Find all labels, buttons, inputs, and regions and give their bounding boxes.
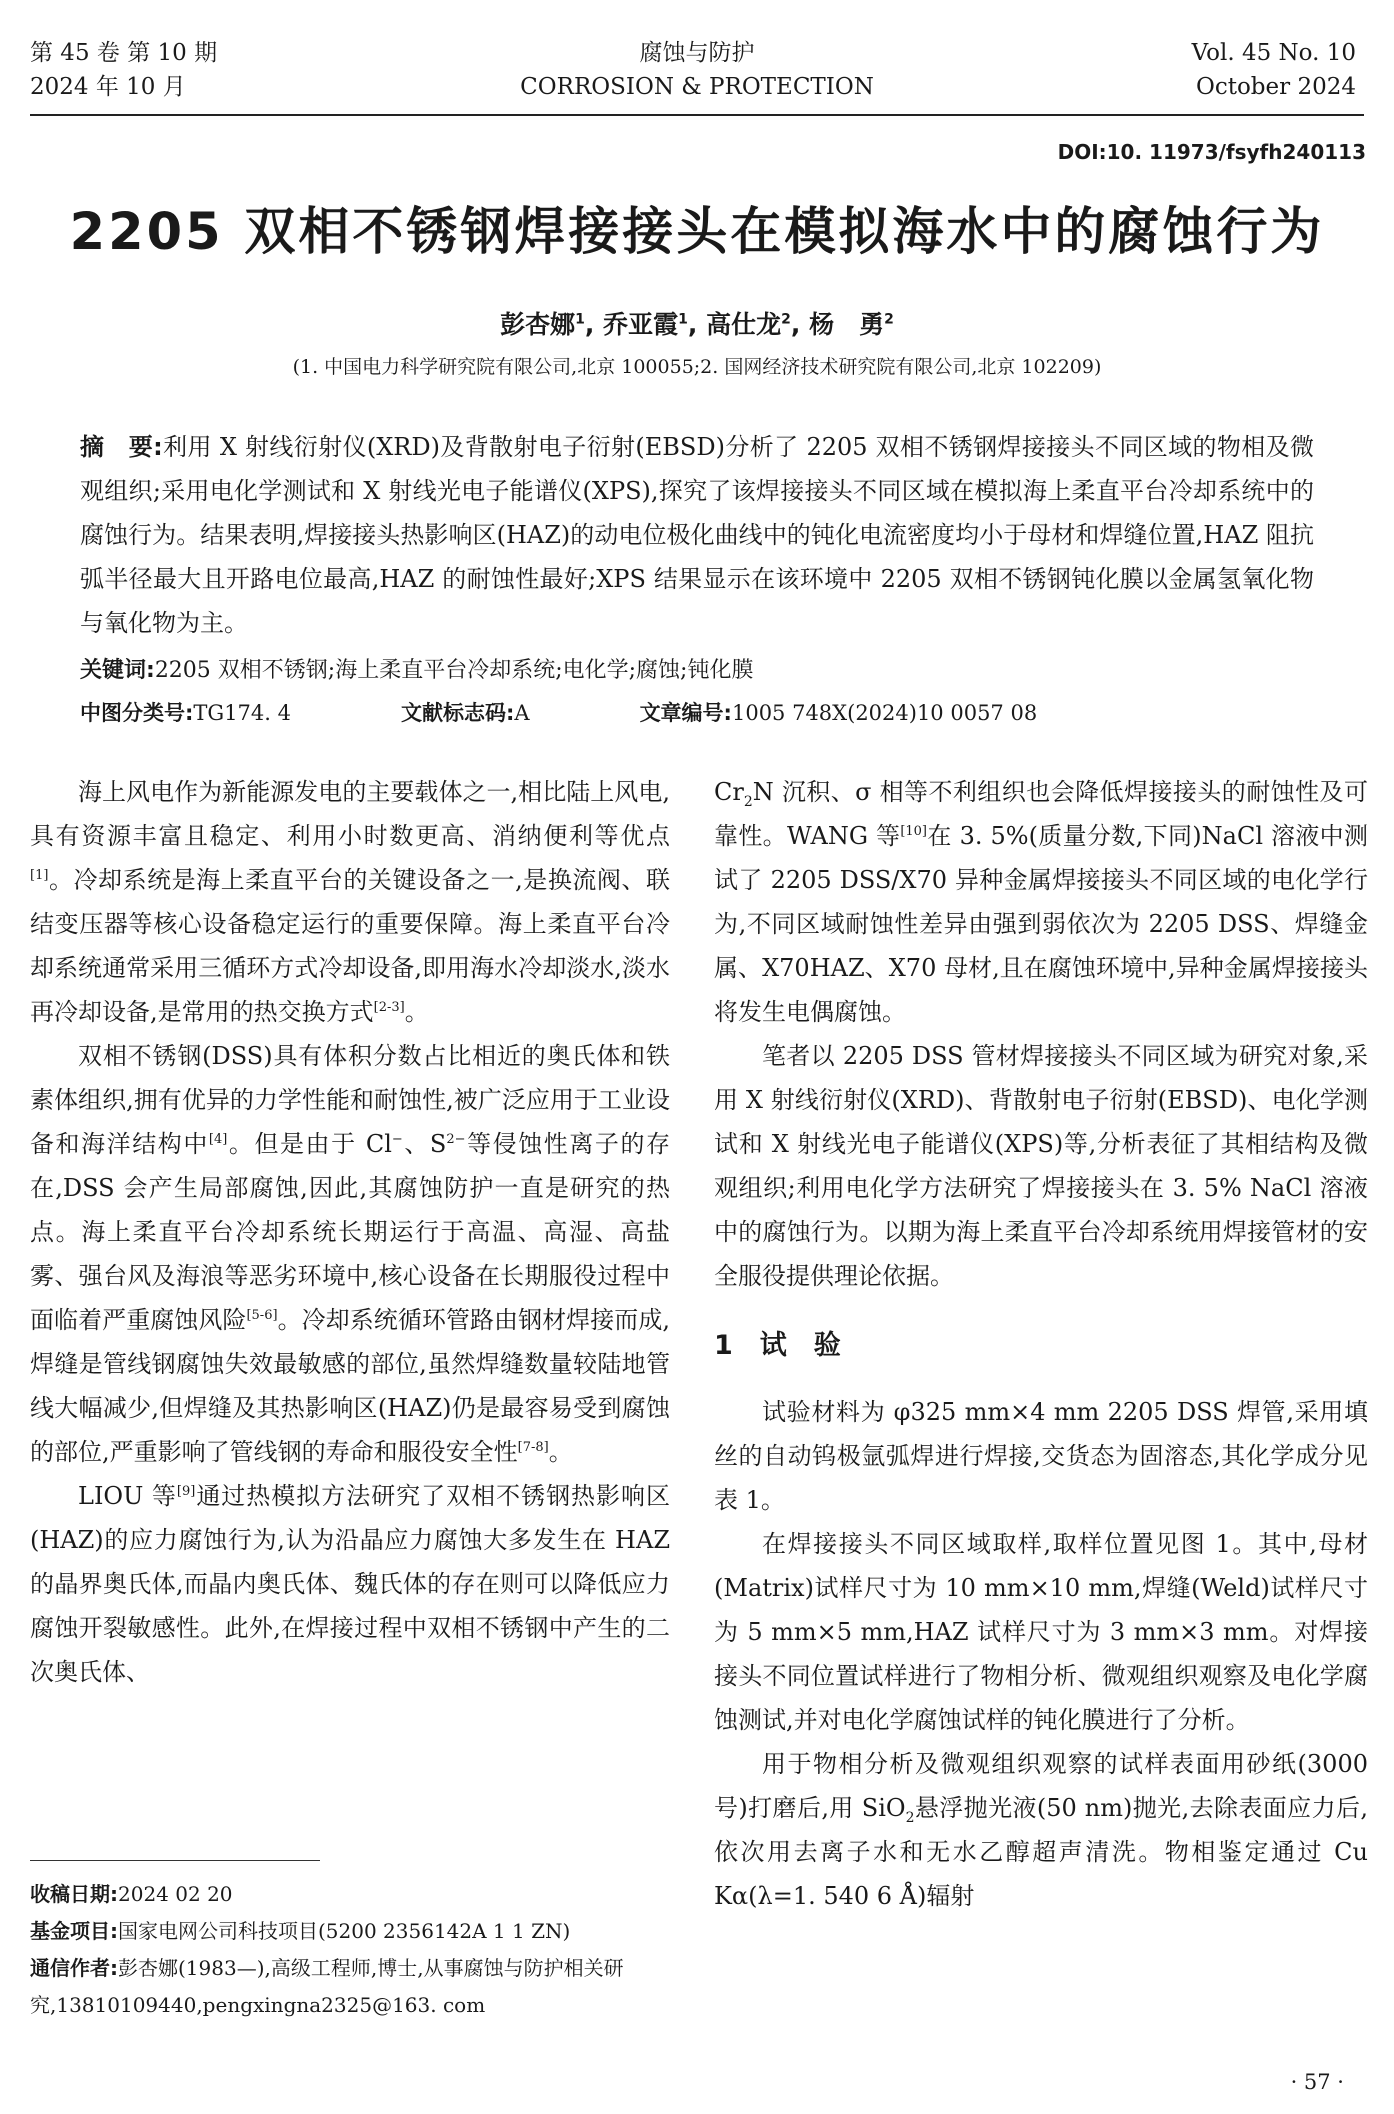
doi[interactable]: DOI:10. 11973/fsyfh240113 bbox=[1057, 140, 1366, 164]
citation[interactable]: [5-6] bbox=[246, 1308, 278, 1323]
author-name: 乔亚霞 bbox=[603, 310, 679, 339]
text-run: 用于物相分析及微观组织观察的试样表面用砂纸(3000 号)打磨后,用 SiO bbox=[714, 1750, 1368, 1822]
author-name: 高仕龙 bbox=[706, 310, 782, 339]
keywords-text: 2205 双相不锈钢;海上柔直平台冷却系统;电化学;腐蚀;钝化膜 bbox=[154, 658, 754, 683]
text-run: 悬浮抛光液(50 nm)抛光,去除表面应力后,依次用去离子水和无水乙醇超声清洗。物相鉴定通过 Cu Kα(λ=1. 540 6 Å)辐射 bbox=[714, 1794, 1368, 1910]
ion-charge: − bbox=[391, 1132, 403, 1147]
corr-label: 通信作者: bbox=[30, 1956, 118, 1980]
abstract bbox=[80, 425, 1314, 645]
author-list: 彭杏娜$^1$, 乔亚霞$^1$, 高仕龙$^2$, 杨 勇$^2$ bbox=[500, 310, 894, 339]
text-run: 通过热模拟方法研究了双相不锈钢热影响区(HAZ)的应力腐蚀行为,认为沿晶应力腐蚀大多发生在 HAZ 的晶界奥氏体,而晶内奥氏体、魏氏体的存在则可以降低应力腐蚀开裂敏感性。此外,在焊接过程中双相不锈钢中产生的二次奥氏体、 bbox=[30, 1482, 671, 1686]
text-run: LIOU 等 bbox=[78, 1482, 177, 1510]
doc-code-value: A bbox=[514, 701, 530, 725]
article-title: 2205 双相不锈钢焊接接头在模拟海水中的腐蚀行为 bbox=[69, 203, 1325, 262]
citation[interactable]: [4] bbox=[208, 1132, 228, 1147]
text-run: 。 bbox=[548, 1438, 573, 1466]
fund-value: 国家电网公司科技项目(5200 2356142A 1 1 ZN) bbox=[118, 1919, 571, 1943]
paragraph: 笔者以 2205 DSS 管材焊接接头不同区域为研究对象,采用 X 射线衍射仪(XRD)、背散射电子衍射(EBSD)、电化学测试和 X 射线光电子能谱仪(XPS)等,分析表征了其相结构及微观组织;利用电化学方法研究了焊接接头在 3. 5% NaCl 溶液中的腐蚀行为。以期为海上柔直平台冷却系统用焊接管材的安全服役提供理论依据。 bbox=[714, 1042, 1368, 1290]
abstract-label: 摘 要: bbox=[80, 433, 163, 461]
text-run: 、S bbox=[402, 1130, 447, 1158]
author-name: 彭杏娜 bbox=[500, 310, 576, 339]
ion-charge: 2− bbox=[446, 1132, 466, 1147]
fund-label: 基金项目: bbox=[30, 1919, 118, 1943]
fund-project bbox=[30, 1913, 680, 1950]
article-number-label: 文章编号: bbox=[639, 701, 732, 725]
text-run: 海上风电作为新能源发电的主要载体之一,相比陆上风电,具有资源丰富且稳定、利用小时数更高、消纳便利等优点 bbox=[30, 778, 670, 850]
author-name: 杨 勇 bbox=[809, 310, 885, 339]
journal-name bbox=[0, 36, 1394, 104]
received-value: 2024 02 20 bbox=[118, 1882, 233, 1906]
paragraph bbox=[30, 1034, 670, 1474]
affiliation-mark: 1 bbox=[575, 311, 585, 328]
article-number-value: 1005 748X(2024)10 0057 08 bbox=[731, 701, 1038, 725]
affiliations: (1. 中国电力科学研究院有限公司,北京 100055;2. 国网经济技术研究院有限公司,北京 102209) bbox=[292, 356, 1102, 378]
citation[interactable]: [2-3] bbox=[373, 1000, 405, 1015]
corr-value: 彭杏娜(1983—),高级工程师,博士,从事腐蚀与防护相关研究,13810109440,pengxingna2325@163. com bbox=[30, 1956, 624, 2017]
text-run: 在 3. 5%(质量分数,下同)NaCl 溶液中测试了 2205 DSS/X70 异种金属焊接接头不同区域的电化学行为,不同区域耐蚀性差异由强到弱依次为 2205 DSS、焊缝金属、X70HAZ、X70 母材,且在腐蚀环境中,异种金属焊接接头将发生电偶腐蚀。 bbox=[714, 822, 1369, 1026]
clc-label: 中图分类号: bbox=[80, 701, 194, 725]
keywords-label: 关键词: bbox=[80, 658, 155, 683]
left-column bbox=[30, 770, 670, 1694]
citation[interactable]: [1] bbox=[30, 868, 49, 883]
citation[interactable]: [10] bbox=[900, 824, 927, 839]
affiliation-mark: 2 bbox=[884, 311, 894, 328]
text-run: N 沉积、σ 相等不利组织也会降低焊接接头的耐蚀性及可靠性。WANG 等 bbox=[714, 778, 1368, 850]
subscript: 2 bbox=[905, 1809, 915, 1826]
affiliation-mark: 2 bbox=[781, 311, 791, 328]
abstract-text: 利用 X 射线衍射仪(XRD)及背散射电子衍射(EBSD)分析了 2205 双相不锈钢焊接接头不同区域的物相及微观组织;采用电化学测试和 X 射线光电子能谱仪(XPS),探究了该焊接接头不同区域在模拟海上柔直平台冷却系统中的腐蚀行为。结果表明,焊接接头热影响区(HAZ)的动电位极化曲线中的钝化电流密度均小于母材和焊缝位置,HAZ 阻抗弧半径最大且开路电位最高,HAZ 的耐蚀性最好;XPS 结果显示在该环境中 2205 双相不锈钢钝化膜以金属氢氧化物与氧化物为主。 bbox=[80, 433, 1314, 637]
text-run: 。但是由于 Cl bbox=[227, 1130, 392, 1158]
header-rule bbox=[30, 114, 1364, 116]
corresponding-author bbox=[30, 1950, 680, 2024]
paragraph: 试验材料为 φ325 mm×4 mm 2205 DSS 焊管,采用填丝的自动钨极氩弧焊进行焊接,交货态为固溶态,其化学成分见表 1。 bbox=[714, 1398, 1368, 1514]
footnotes bbox=[30, 1876, 680, 2024]
text-run: 。冷却系统循环管路由钢材焊接而成,焊缝是管线钢腐蚀失效最敏感的部位,虽然焊缝数量较陆地管线大幅减少,但焊缝及其热影响区(HAZ)仍是最容易受到腐蚀的部位,严重影响了管线钢的寿命和服役安全性 bbox=[30, 1306, 670, 1466]
doc-code-label: 文献标志码: bbox=[400, 701, 515, 725]
text-run: 。冷却系统是海上柔直平台的关键设备之一,是换流阀、联结变压器等核心设备稳定运行的重要保障。海上柔直平台冷却系统通常采用三循环方式冷却设备,即用海水冷却淡水,淡水再冷却设备,是常用的热交换方式 bbox=[30, 866, 670, 1026]
issue-date: 2024 年 10 月 bbox=[30, 74, 186, 100]
clc-value: TG174. 4 bbox=[193, 701, 291, 725]
paragraph bbox=[714, 1742, 1368, 1918]
text-run: 等侵蚀性离子的存在,DSS 会产生局部腐蚀,因此,其腐蚀防护一直是研究的热点。海上柔直平台冷却系统长期运行于高温、高湿、高盐雾、强台风及海浪等恶劣环境中,核心设备在长期服役过程中面临着严重腐蚀风险 bbox=[30, 1130, 671, 1334]
citation[interactable]: [7-8] bbox=[517, 1440, 549, 1455]
classification-line bbox=[80, 693, 1037, 733]
paragraph: 在焊接接头不同区域取样,取样位置见图 1。其中,母材(Matrix)试样尺寸为 10 mm×10 mm,焊缝(Weld)试样尺寸为 5 mm×5 mm,HAZ 试样尺寸为 3 mm×3 mm。对焊接接头不同位置试样进行了物相分析、微观组织观察及电化学腐蚀测试,并对电化学腐蚀试样的钝化膜进行了分析。 bbox=[714, 1530, 1368, 1734]
paragraph bbox=[714, 770, 1368, 1034]
keywords bbox=[80, 651, 1314, 691]
volume-issue: 第 45 卷 第 10 期 bbox=[30, 40, 218, 66]
right-column bbox=[714, 770, 1368, 1918]
affiliation-mark: 1 bbox=[678, 311, 688, 328]
citation[interactable]: [9] bbox=[176, 1484, 196, 1499]
journal-name-en: CORROSION & PROTECTION bbox=[520, 74, 874, 100]
received-date bbox=[30, 1876, 680, 1913]
text-run: Cr bbox=[714, 778, 744, 806]
page-number: · 57 · bbox=[1290, 2070, 1344, 2094]
volume-issue-en: Vol. 45 No. 10 bbox=[1191, 40, 1356, 66]
subscript: 2 bbox=[743, 793, 753, 810]
journal-name-cn: 腐蚀与防护 bbox=[639, 40, 755, 66]
text-run: 双相不锈钢(DSS)具有体积分数占比相近的奥氏体和铁素体组织,拥有优异的力学性能和耐蚀性,被广泛应用于工业设备和海洋结构中 bbox=[30, 1042, 670, 1158]
received-label: 收稿日期: bbox=[30, 1882, 118, 1906]
footnote-rule bbox=[30, 1860, 320, 1861]
paragraph bbox=[30, 1474, 670, 1694]
section-heading: 1 试 验 bbox=[714, 1330, 841, 1361]
journal-issue-en bbox=[1192, 36, 1356, 104]
text-run: 。 bbox=[404, 998, 429, 1026]
issue-date-en: October 2024 bbox=[1195, 74, 1356, 100]
paragraph bbox=[30, 770, 670, 1034]
